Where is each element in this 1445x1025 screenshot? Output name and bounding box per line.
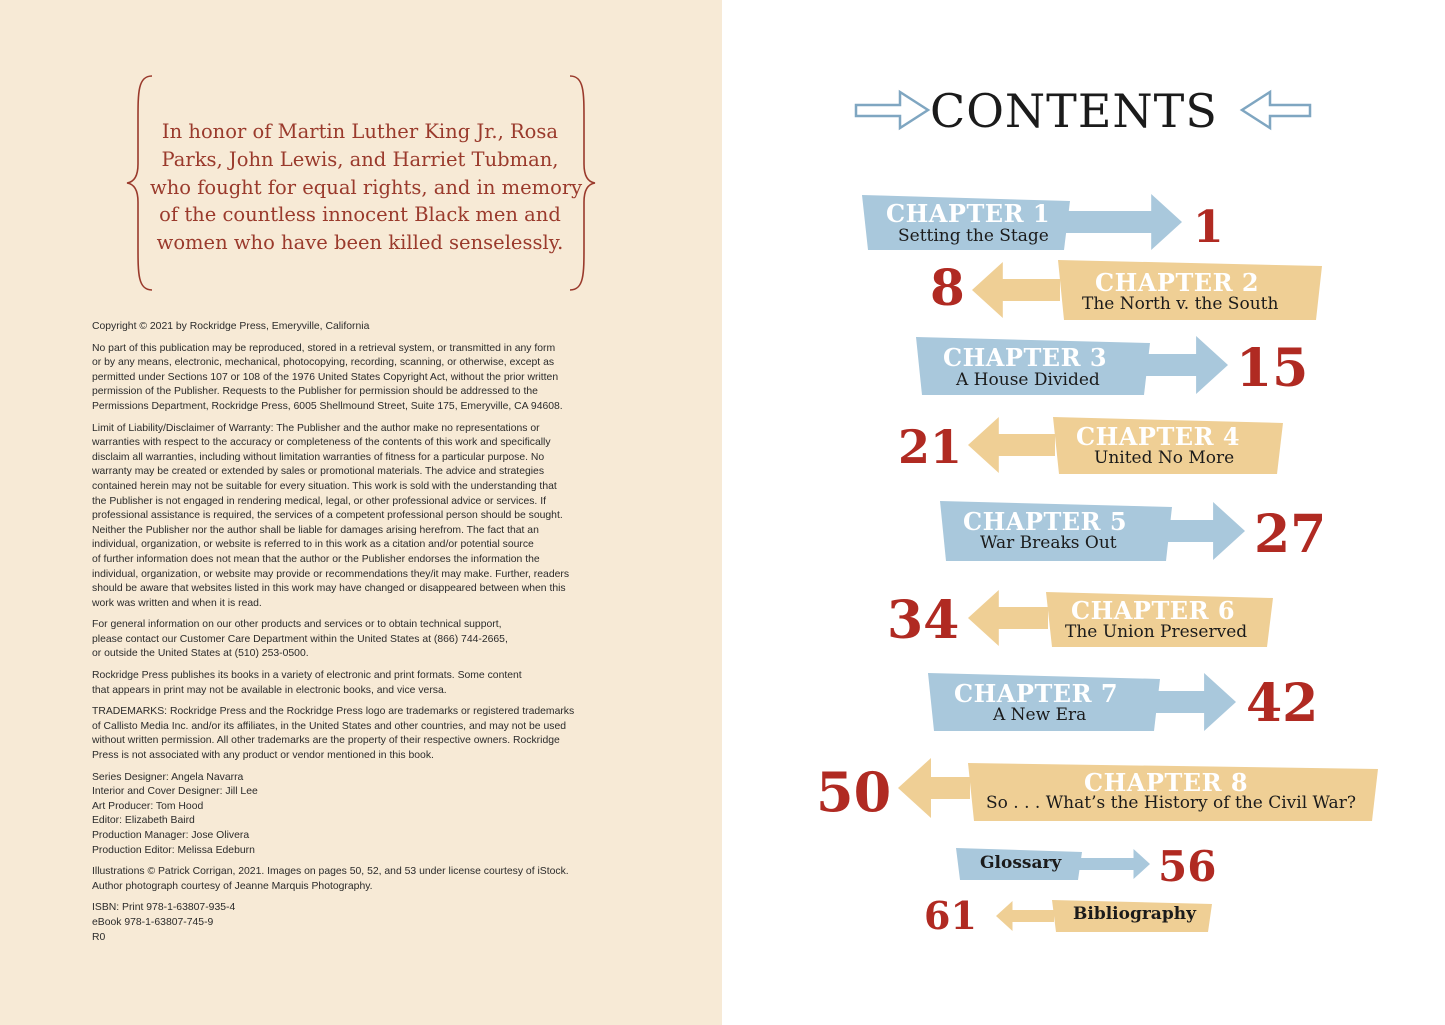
copyright-line: or outside the United States at (510) 253-0500. [92, 648, 309, 660]
arrow-left-icon [968, 417, 1055, 473]
chapter-heading: CHAPTER 4 [1076, 422, 1241, 451]
copyright-line: Copyright © 2021 by Rockridge Press, Emeryville, California [92, 321, 370, 332]
copyright-line: No part of this publication may be reproduced, stored in a retrieval system, or transmitted in any form [92, 342, 556, 354]
page-number: 61 [924, 893, 977, 938]
copyright-line: without written permission. All other trademarks are the property of their respective owners. Rockridge [92, 735, 560, 747]
copyright-line: Interior and Cover Designer: Jill Lee [92, 786, 258, 798]
copyright-line: contained herein may not be suitable for every situation. This work is sold with the understanding that [92, 480, 557, 492]
copyright-line: permitted under Sections 107 or 108 of the 1976 United States Copyright Act, without the prior written [92, 371, 559, 383]
arrow-right-icon [1140, 336, 1228, 394]
chapter-heading: CHAPTER 8 [1084, 768, 1249, 797]
copyright-line: R0 [92, 931, 106, 943]
arrow-right-icon [1078, 849, 1150, 879]
dedication-line: who fought for equal rights, and in memory [150, 175, 583, 199]
chapter-subtitle: A House Divided [956, 370, 1100, 390]
copyright-line: that appears in print may not be available in electronic books, and vice versa. [92, 684, 447, 696]
chapter-subtitle: War Breaks Out [980, 533, 1117, 553]
copyright-paragraph [92, 865, 624, 894]
chapter-subtitle: Setting the Stage [898, 226, 1049, 246]
page-number: 34 [887, 590, 960, 651]
copyright-line: Editor: Elizabeth Baird [92, 815, 195, 827]
title-arrow-left-icon [1242, 92, 1310, 128]
arrow-left-icon [972, 262, 1060, 318]
arrow-left-icon [996, 901, 1054, 931]
copyright-line: ISBN: Print 978-1-63807-935-4 [92, 902, 236, 914]
copyright-line: Illustrations © Patrick Corrigan, 2021. Images on pages 50, 52, and 53 under license courtesy of iStock. [92, 866, 569, 878]
copyright-line: Permissions Department, Rockridge Press, 6005 Shellmound Street, Suite 175, Emeryville, CA 94608. [92, 400, 563, 412]
copyright-paragraph [92, 422, 624, 612]
chapter-subtitle: United No More [1094, 448, 1235, 468]
page-number: 27 [1254, 504, 1327, 565]
copyright-block [92, 320, 624, 952]
arrow-left-icon [968, 590, 1048, 646]
page-number: 8 [930, 258, 965, 317]
copyright-paragraph [92, 669, 624, 698]
copyright-line: work was written and when it is read. [92, 597, 262, 609]
copyright-line: For general information on our other products and services or to obtain technical support, [92, 619, 502, 631]
copyright-line: or by any means, electronic, mechanical, photocopying, recording, scanning, or otherwise, except as [92, 357, 555, 369]
chapter-heading: CHAPTER 5 [963, 507, 1128, 536]
copyright-paragraph [92, 901, 624, 945]
arrow-right-icon [1150, 673, 1236, 731]
bibliography-label: Bibliography [1073, 904, 1196, 924]
chapter-heading: CHAPTER 7 [954, 679, 1119, 708]
copyright-line: Production Manager: Jose Olivera [92, 830, 250, 841]
copyright-line: of Callisto Media Inc. and/or its affiliates, in the United States and other countries, and may not be used [92, 720, 567, 732]
copyright-line: Press is not associated with any product or vendor mentioned in this book. [92, 750, 434, 762]
chapter-subtitle: The Union Preserved [1065, 622, 1248, 642]
title-arrow-right-icon [856, 92, 928, 128]
copyright-line: TRADEMARKS: Rockridge Press and the Rockridge Press logo are trademarks or registered trademarks [92, 706, 575, 718]
dedication-line: In honor of Martin Luther King Jr., Rosa [161, 120, 559, 143]
copyright-paragraph [92, 771, 624, 859]
page-number: 21 [898, 420, 963, 474]
copyright-line: Limit of Liability/Disclaimer of Warranty: The Publisher and the author make no representations or [92, 422, 540, 434]
chapter-subtitle: So . . . What’s the History of the Civil War? [986, 793, 1356, 813]
chapter-subtitle: The North v. the South [1082, 294, 1279, 314]
page-number: 1 [1193, 202, 1224, 253]
arrow-left-icon [898, 758, 970, 818]
glossary-label: Glossary [980, 853, 1062, 873]
chapter-heading: CHAPTER 2 [1095, 268, 1260, 297]
copyright-line: Art Producer: Tom Hood [92, 800, 204, 812]
arrow-right-icon [1060, 194, 1182, 250]
copyright-line: of further information does not mean that the author or the Publisher endorses the information the [92, 553, 540, 565]
copyright-line: professional assistance is required, the services of a competent professional person should be sought. [92, 510, 563, 522]
copyright-paragraph [92, 705, 624, 763]
copyright-line: should be aware that websites listed in this work may have changed or disappeared between when this [92, 583, 566, 595]
copyright-line: please contact our Customer Care Department within the United States at (866) 744-2665, [92, 633, 508, 645]
copyright-line: the Publisher is not engaged in rendering medical, legal, or other professional advice or services. If [92, 495, 546, 507]
copyright-line: warranties with respect to the accuracy or completeness of the contents of this work and specifically [92, 437, 551, 449]
toc-title: CONTENTS [930, 84, 1218, 138]
dedication-line: of the countless innocent Black men and [159, 203, 561, 227]
copyright-line: Author photograph courtesy of Jeanne Marquis Photography. [92, 880, 373, 892]
chapter-subtitle: A New Era [993, 705, 1087, 725]
copyright-line: individual, organization, or website is referred to in this work as a citation and/or potential source [92, 539, 534, 551]
dedication [150, 118, 583, 257]
copyright-line: permission of the Publisher. Requests to the Publisher for permission should be addressed to the [92, 386, 538, 398]
page-number: 42 [1246, 673, 1319, 734]
copyright-line: Series Designer: Angela Navarra [92, 771, 244, 783]
copyright-paragraph [92, 320, 624, 335]
chapter-heading: CHAPTER 1 [886, 199, 1051, 228]
page-number: 56 [1158, 842, 1217, 891]
copyright-paragraph [92, 618, 624, 662]
copyright-line: disclaim all warranties, including without limitation warranties of fitness for a particular purpose. No [92, 451, 545, 463]
copyright-line: warranty may be created or extended by sales or promotional materials. The advice and strategies [92, 466, 545, 478]
chapter-heading: CHAPTER 3 [943, 343, 1108, 372]
page-number: 50 [816, 760, 892, 824]
chapter-heading: CHAPTER 6 [1071, 596, 1236, 625]
copyright-line: Rockridge Press publishes its books in a variety of electronic and print formats. Some content [92, 670, 522, 682]
copyright-paragraph [92, 342, 624, 415]
copyright-line: individual, organization, or website may provide or recommendations they/it may make. Further, readers [92, 568, 570, 580]
copyright-line: eBook 978-1-63807-745-9 [92, 916, 214, 928]
arrow-right-icon [1165, 502, 1245, 560]
page-number: 15 [1236, 338, 1309, 399]
copyright-line: Neither the Publisher nor the author shall be liable for damages arising herefrom. The fact that an [92, 524, 539, 536]
copyright-line: Production Editor: Melissa Edeburn [92, 844, 255, 856]
dedication-line: Parks, John Lewis, and Harriet Tubman, [161, 147, 559, 171]
dedication-line: women who have been killed senselessly. [156, 231, 564, 255]
